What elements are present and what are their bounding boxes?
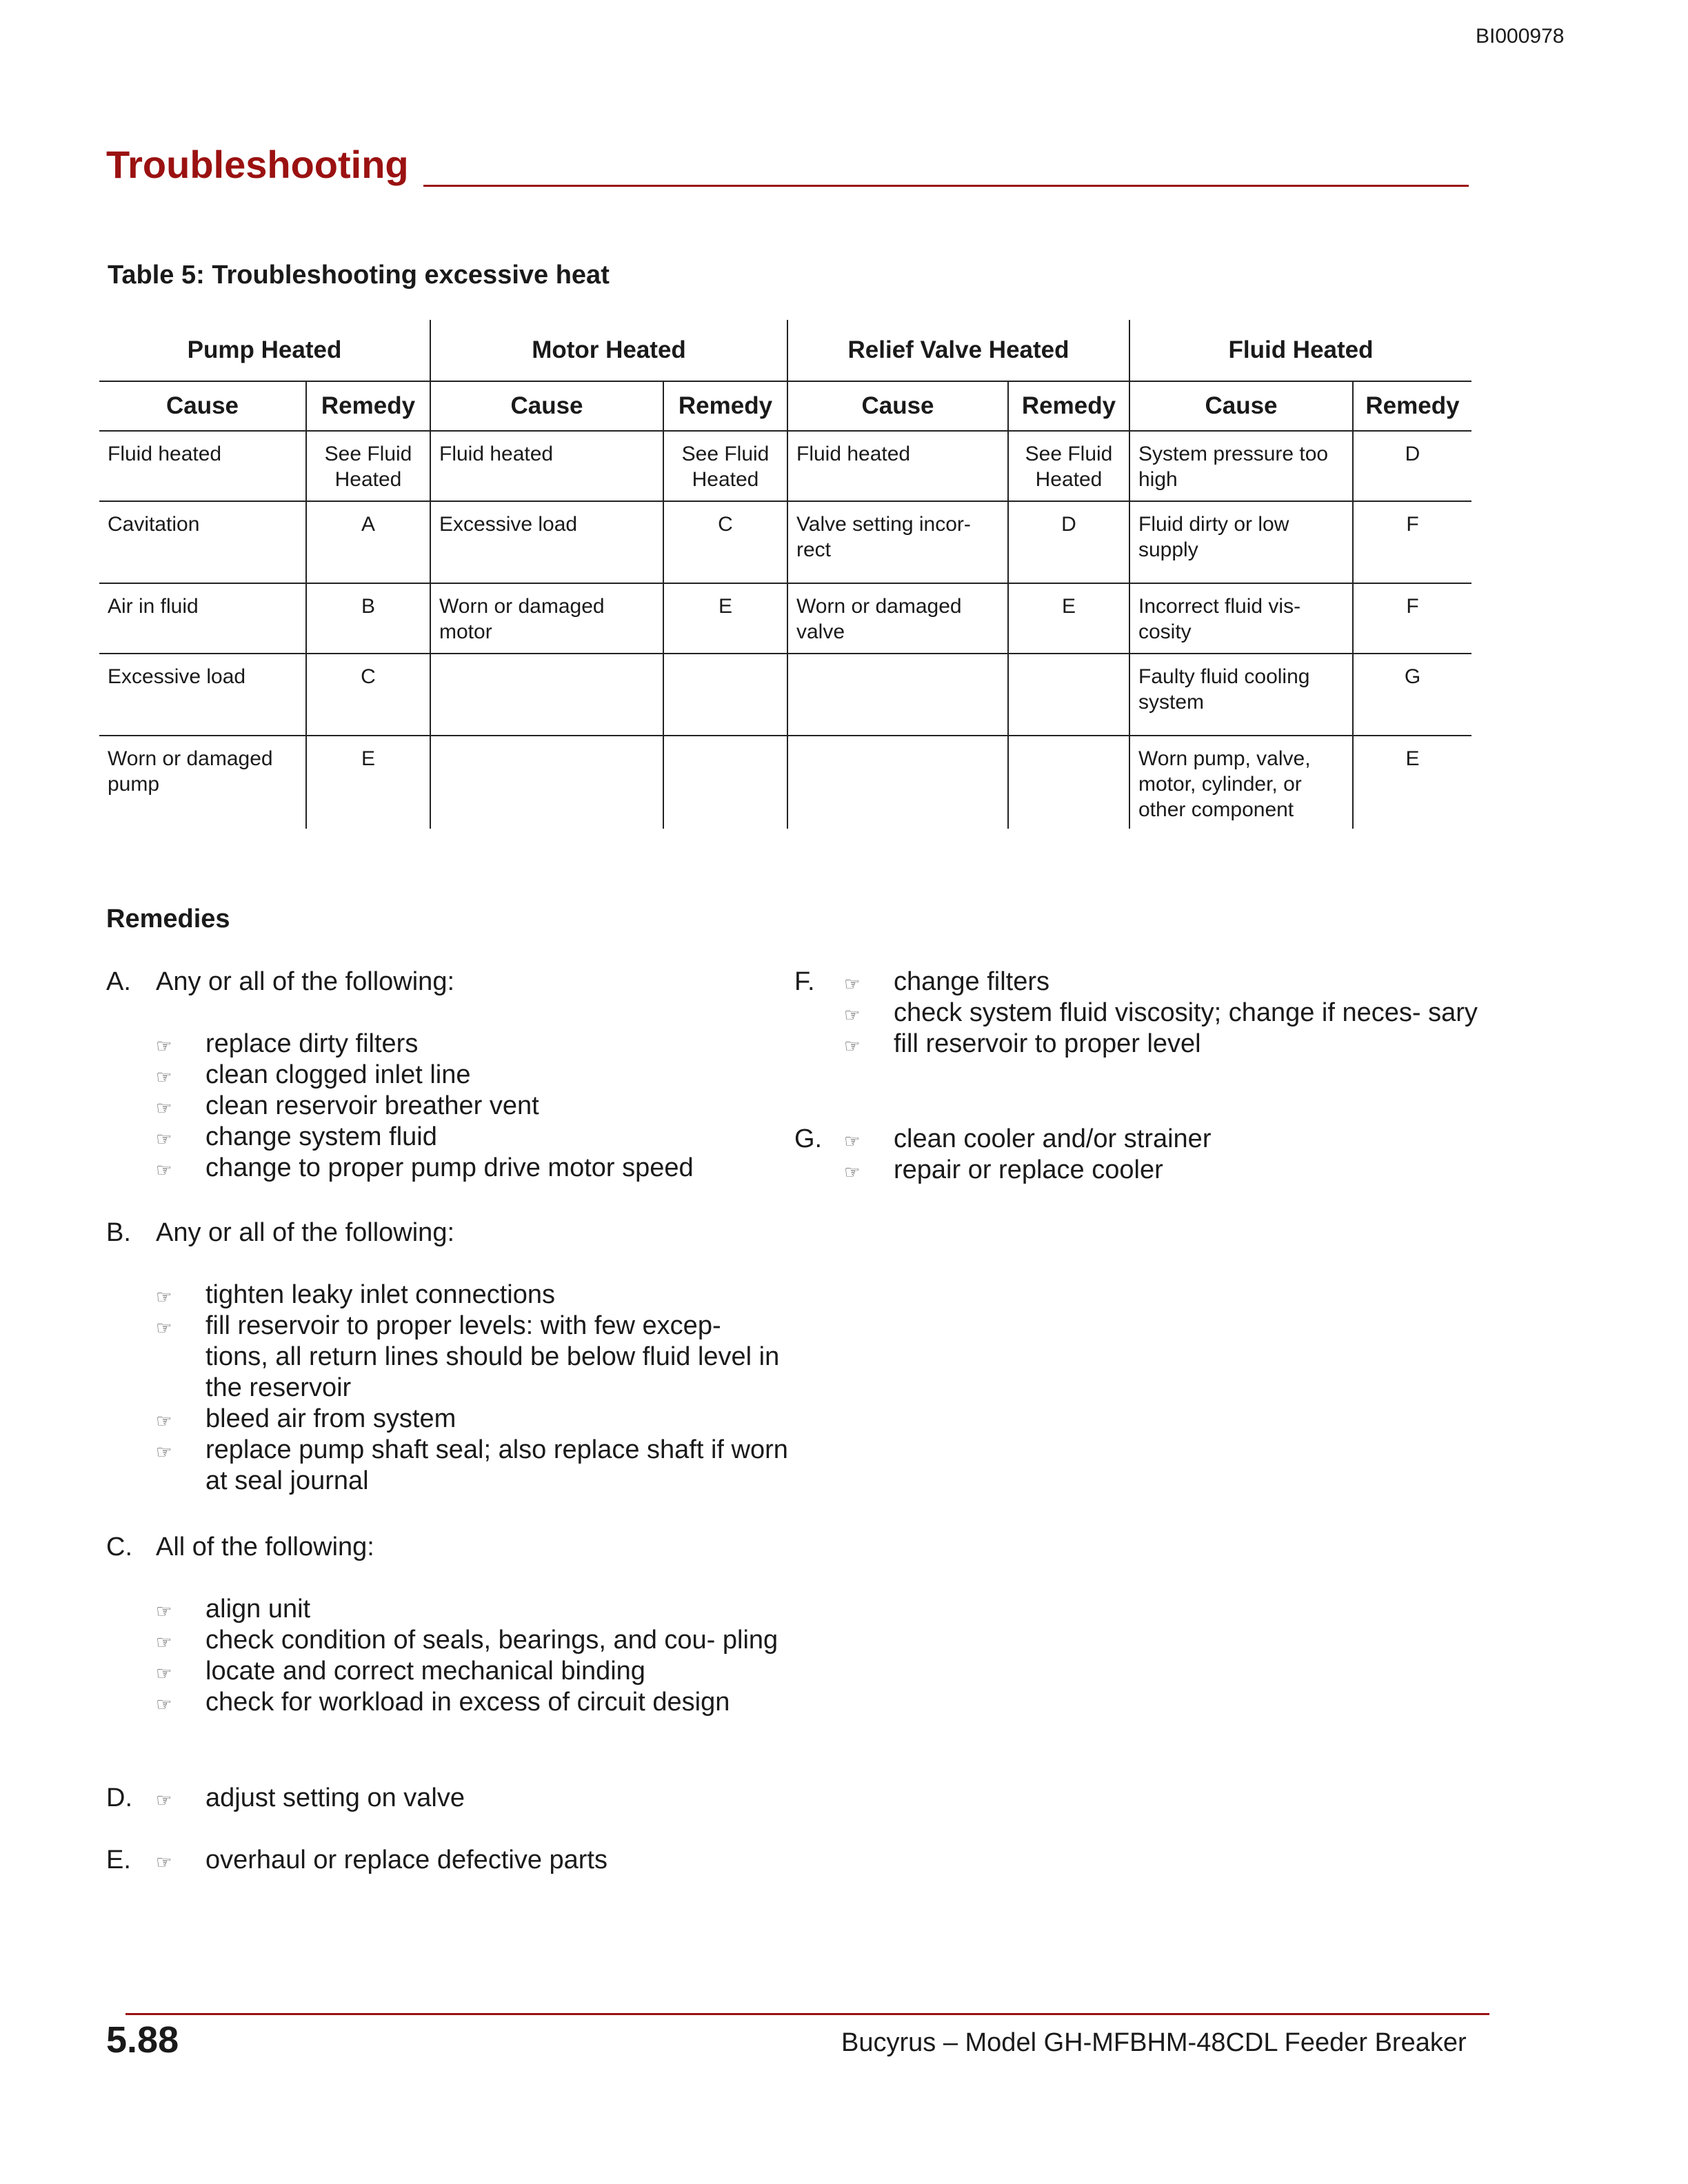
- pointing-hand-icon: ☞: [156, 1286, 172, 1307]
- remedy-item-text: locate and correct mechanical binding: [205, 1657, 645, 1686]
- pointing-hand-icon: ☞: [156, 1317, 172, 1338]
- troubleshooting-table: [99, 320, 1471, 829]
- fluid-cause-cell: System pressure too high: [1129, 431, 1353, 501]
- remedy-list: [156, 1280, 790, 1497]
- motor-cause-cell: Excessive load: [430, 501, 663, 583]
- pump-remedy-cell: B: [306, 583, 430, 654]
- pointing-hand-icon: ☞: [156, 1410, 172, 1431]
- motor-remedy-cell: See Fluid Heated: [663, 431, 787, 501]
- remedy-item-text: replace pump shaft seal; also replace shaft if worn at seal journal: [205, 1435, 788, 1495]
- cause-header: Cause: [1129, 381, 1353, 431]
- remedy-list-item: [844, 1029, 1478, 1060]
- pointing-hand-icon: ☞: [156, 1694, 172, 1715]
- pointing-hand-icon: ☞: [156, 1035, 172, 1056]
- remedy-item-text: fill reservoir to proper level: [894, 1029, 1201, 1058]
- table-row: [99, 583, 1471, 654]
- remedy-f: [794, 967, 1484, 1070]
- remedy-e: [106, 1845, 796, 1879]
- pointing-hand-icon: ☞: [844, 1035, 861, 1056]
- remedy-c: [106, 1532, 796, 1773]
- remedy-item-text: bleed air from system: [205, 1404, 456, 1433]
- motor-cause-cell: [430, 654, 663, 736]
- valve-cause-cell: [787, 736, 1008, 829]
- pump-remedy-cell: C: [306, 654, 430, 736]
- remedy-b: [106, 1217, 796, 1507]
- fluid-remedy-cell: D: [1353, 431, 1471, 501]
- pointing-hand-icon: ☞: [844, 1004, 861, 1025]
- document-id: BI000978: [1476, 25, 1565, 48]
- remedy-list-item: [156, 1435, 790, 1497]
- remedy-list-item: [156, 1404, 790, 1435]
- remedy-list-item: [156, 1060, 790, 1091]
- remedy-intro: Any or all of the following:: [156, 1218, 455, 1247]
- remedy-list-item: [156, 1656, 790, 1687]
- pointing-hand-icon: ☞: [844, 1131, 861, 1151]
- remedy-list-item: [156, 1687, 790, 1718]
- remedy-item-text: adjust setting on valve: [205, 1783, 465, 1812]
- pointing-hand-icon: ☞: [156, 1852, 172, 1872]
- valve-cause-cell: [787, 654, 1008, 736]
- fluid-remedy-cell: F: [1353, 583, 1471, 654]
- valve-remedy-cell: See Fluid Heated: [1008, 431, 1129, 501]
- pointing-hand-icon: ☞: [156, 1442, 172, 1462]
- table-row: [99, 654, 1471, 736]
- pointing-hand-icon: ☞: [156, 1601, 172, 1621]
- pump-cause-cell: Excessive load: [99, 654, 306, 736]
- remedy-item-text: change system fluid: [205, 1122, 437, 1151]
- valve-cause-cell: Worn or damaged valve: [787, 583, 1008, 654]
- group-header-relief-valve: Relief Valve Heated: [787, 320, 1129, 381]
- motor-cause-cell: [430, 736, 663, 829]
- remedy-a: [106, 967, 796, 1194]
- remedy-list: [156, 1845, 790, 1876]
- remedy-item-text: align unit: [205, 1595, 311, 1624]
- remedy-item-text: clean cooler and/or strainer: [894, 1124, 1212, 1153]
- remedy-item-text: replace dirty filters: [205, 1029, 419, 1058]
- remedy-letter: A.: [106, 967, 131, 996]
- remedy-list: [844, 1124, 1478, 1186]
- remedy-item-text: overhaul or replace defective parts: [205, 1846, 607, 1874]
- remedy-item-text: clean clogged inlet line: [205, 1060, 471, 1089]
- fluid-remedy-cell: E: [1353, 736, 1471, 829]
- remedy-letter: E.: [106, 1846, 131, 1874]
- table-row: [99, 736, 1471, 829]
- table-row: [99, 501, 1471, 583]
- remedy-list-item: [156, 1311, 790, 1404]
- remedy-letter: G.: [794, 1124, 823, 1153]
- pump-remedy-cell: See Fluid Heated: [306, 431, 430, 501]
- remedy-item-text: check condition of seals, bearings, and cou- pling: [205, 1626, 778, 1655]
- pump-remedy-cell: E: [306, 736, 430, 829]
- remedy-list-item: [156, 1122, 790, 1153]
- remedy-list-item: [156, 1783, 790, 1814]
- pointing-hand-icon: ☞: [156, 1663, 172, 1684]
- remedy-item-text: check system fluid viscosity; change if neces- sary: [894, 998, 1478, 1027]
- remedy-header: Remedy: [663, 381, 787, 431]
- table-row: [99, 431, 1471, 501]
- group-header-pump: Pump Heated: [99, 320, 430, 381]
- section-title: Troubleshooting: [106, 143, 409, 186]
- pump-cause-cell: Worn or damaged pump: [108, 747, 273, 796]
- remedy-list: [156, 1029, 790, 1184]
- motor-remedy-cell: C: [663, 501, 787, 583]
- remedy-header: Remedy: [306, 381, 430, 431]
- pointing-hand-icon: ☞: [156, 1160, 172, 1180]
- remedy-list-item: [156, 1153, 790, 1184]
- remedy-item-text: tighten leaky inlet connections: [205, 1280, 555, 1309]
- remedy-list: [156, 1783, 790, 1814]
- motor-cause-cell: Worn or damaged motor: [430, 583, 663, 654]
- pointing-hand-icon: ☞: [844, 973, 861, 994]
- remedy-letter: D.: [106, 1783, 132, 1812]
- footer-text: Bucyrus – Model GH-MFBHM-48CDL Feeder Breaker: [841, 2028, 1467, 2057]
- fluid-cause-cell: Incorrect fluid vis- cosity: [1129, 583, 1353, 654]
- remedy-item-text: fill reservoir to proper levels: with few excep- tions, all return lines should be below fluid level in the reservoir: [205, 1311, 780, 1402]
- pointing-hand-icon: ☞: [844, 1162, 861, 1182]
- remedy-g: [794, 1124, 1484, 1193]
- remedy-item-text: check for workload in excess of circuit design: [205, 1688, 730, 1717]
- valve-remedy-cell: E: [1008, 583, 1129, 654]
- pump-cause-cell: Cavitation: [99, 501, 306, 583]
- remedy-letter: C.: [106, 1533, 132, 1561]
- remedy-list-item: [156, 1091, 790, 1122]
- table-caption: Table 5: Troubleshooting excessive heat: [108, 261, 610, 290]
- remedy-list-item: [844, 1155, 1478, 1186]
- remedy-letter: B.: [106, 1218, 131, 1247]
- remedy-list-item: [156, 1029, 790, 1060]
- valve-remedy-cell: [1008, 736, 1129, 829]
- pump-cause-cell: Air in fluid: [99, 583, 306, 654]
- remedy-list-item: [844, 998, 1478, 1029]
- cause-header: Cause: [99, 381, 306, 431]
- remedy-item-text: clean reservoir breather vent: [205, 1091, 539, 1120]
- valve-cause-cell: Fluid heated: [787, 431, 1008, 501]
- pump-cause-cell: Fluid heated: [99, 431, 306, 501]
- remedy-item-text: change filters: [894, 967, 1050, 996]
- pointing-hand-icon: ☞: [156, 1066, 172, 1087]
- page-number: 5.88: [106, 2019, 179, 2061]
- cause-header: Cause: [787, 381, 1008, 431]
- motor-cause-cell: Fluid heated: [430, 431, 663, 501]
- motor-remedy-cell: [663, 736, 787, 829]
- remedy-list-item: [844, 967, 1478, 998]
- remedy-list-item: [156, 1594, 790, 1625]
- remedy-d: [106, 1783, 796, 1817]
- fluid-cause-cell: Fluid dirty or low supply: [1129, 501, 1353, 583]
- remedy-list: [156, 1594, 790, 1718]
- pointing-hand-icon: ☞: [156, 1632, 172, 1652]
- remedies-title: Remedies: [106, 904, 230, 933]
- pump-remedy-cell: A: [306, 501, 430, 583]
- pointing-hand-icon: ☞: [156, 1129, 172, 1149]
- fluid-remedy-cell: F: [1353, 501, 1471, 583]
- remedy-list-item: [156, 1845, 790, 1876]
- cause-header: Cause: [430, 381, 663, 431]
- fluid-cause-cell: Worn pump, valve, motor, cylinder, or other component: [1129, 736, 1353, 829]
- remedy-list: [844, 967, 1478, 1060]
- remedy-intro: All of the following:: [156, 1533, 374, 1561]
- remedy-list-item: [156, 1280, 790, 1311]
- remedy-header: Remedy: [1353, 381, 1471, 431]
- motor-remedy-cell: E: [663, 583, 787, 654]
- fluid-cause-cell: Faulty fluid cooling system: [1129, 654, 1353, 736]
- pointing-hand-icon: ☞: [156, 1790, 172, 1810]
- fluid-remedy-cell: G: [1353, 654, 1471, 736]
- remedy-list-item: [844, 1124, 1478, 1155]
- remedy-list-item: [156, 1625, 790, 1656]
- group-header-fluid: Fluid Heated: [1129, 320, 1471, 381]
- valve-remedy-cell: D: [1008, 501, 1129, 583]
- remedy-letter: F.: [794, 967, 815, 996]
- pointing-hand-icon: ☞: [156, 1098, 172, 1118]
- title-rule: [423, 185, 1469, 187]
- remedy-header: Remedy: [1008, 381, 1129, 431]
- valve-remedy-cell: [1008, 654, 1129, 736]
- remedy-intro: Any or all of the following:: [156, 967, 455, 996]
- valve-cause-cell: Valve setting incor- rect: [787, 501, 1008, 583]
- remedy-item-text: change to proper pump drive motor speed: [205, 1153, 694, 1182]
- remedy-item-text: repair or replace cooler: [894, 1155, 1163, 1184]
- motor-remedy-cell: [663, 654, 787, 736]
- footer-rule: [125, 2013, 1489, 2015]
- group-header-motor: Motor Heated: [430, 320, 787, 381]
